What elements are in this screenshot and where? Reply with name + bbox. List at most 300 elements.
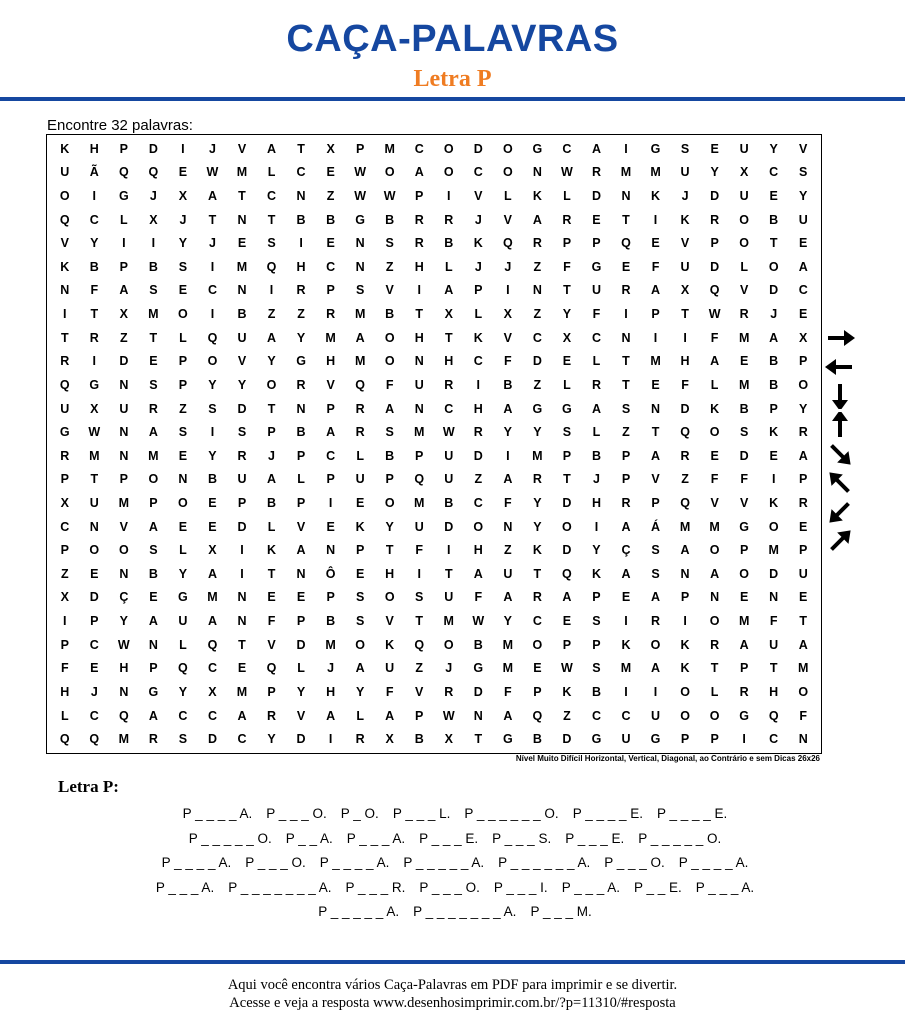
- grid-letter: U: [119, 401, 129, 416]
- grid-letter: B: [591, 448, 601, 463]
- grid-letter: O: [89, 543, 100, 558]
- grid-letter: O: [443, 141, 454, 156]
- grid-letter: P: [710, 732, 719, 747]
- grid-letter: I: [653, 330, 658, 345]
- grid-letter: S: [799, 165, 808, 180]
- grid-letter: O: [739, 566, 750, 581]
- grid-letter: A: [710, 566, 720, 581]
- grid-letter: M: [384, 141, 395, 156]
- grid-letter: N: [414, 401, 424, 416]
- grid-letter: Y: [237, 377, 247, 392]
- grid-letter: M: [650, 354, 661, 369]
- grid-letter: Q: [59, 732, 70, 747]
- grid-letter: A: [621, 566, 631, 581]
- grid-letter: C: [562, 141, 572, 156]
- grid-letter: E: [237, 661, 247, 676]
- grid-letter: H: [385, 566, 395, 581]
- grid-letter: R: [591, 377, 601, 392]
- grid-letter: D: [207, 732, 217, 747]
- grid-letter: S: [739, 425, 749, 440]
- grid-letter: P: [326, 472, 335, 487]
- grid-letter: X: [680, 283, 690, 298]
- grid-letter: E: [799, 236, 808, 251]
- grid-letter: T: [769, 661, 778, 676]
- grid-letter: O: [502, 165, 513, 180]
- grid-letter: S: [592, 661, 601, 676]
- grid-letter: I: [210, 259, 215, 274]
- grid-letter: Q: [414, 472, 425, 487]
- grid-letter: I: [151, 236, 156, 251]
- grid-letter: Y: [799, 401, 808, 416]
- grid-letter: P: [680, 732, 690, 747]
- grid-letter: G: [148, 684, 159, 699]
- grid-letter: R: [237, 448, 247, 463]
- grid-letter: Ô: [325, 566, 336, 581]
- grid-letter: K: [473, 236, 483, 251]
- grid-letter: V: [119, 519, 128, 534]
- grid-letter: X: [326, 141, 335, 156]
- grid-letter: S: [355, 614, 365, 629]
- grid-letter: O: [59, 189, 70, 204]
- grid-letter: C: [267, 189, 277, 204]
- grid-letter: R: [710, 637, 720, 652]
- grid-letter: Q: [680, 496, 690, 511]
- grid-letter: B: [473, 637, 483, 652]
- grid-letter: M: [738, 614, 750, 629]
- grid-letter: F: [90, 283, 99, 298]
- grid-letter: K: [473, 330, 483, 345]
- grid-letter: P: [355, 141, 365, 156]
- instruction-text: Encontre 32 palavras:: [47, 117, 193, 134]
- grid-letter: M: [148, 307, 159, 322]
- grid-letter: B: [532, 732, 542, 747]
- grid-letter: D: [710, 259, 720, 274]
- grid-letter: Q: [207, 330, 218, 345]
- grid-letter: A: [444, 283, 454, 298]
- grid-letter: T: [710, 661, 719, 676]
- grid-letter: F: [474, 590, 483, 605]
- grid-letter: X: [385, 732, 394, 747]
- grid-letter: H: [326, 354, 336, 369]
- grid-letter: R: [591, 165, 601, 180]
- grid-letter: L: [563, 377, 571, 392]
- grid-letter: M: [443, 614, 454, 629]
- grid-letter: A: [503, 590, 513, 605]
- grid-letter: T: [267, 401, 276, 416]
- grid-letter: P: [415, 448, 424, 463]
- clue-line: [40, 806, 870, 831]
- grid-letter: J: [474, 259, 482, 274]
- grid-letter: J: [770, 307, 778, 322]
- grid-letter: R: [326, 307, 336, 322]
- footer-line-1: Aqui você encontra vários Caça-Palavras em PDF para imprimir e se divertir.: [227, 977, 678, 993]
- grid-letter: F: [681, 377, 689, 392]
- grid-letter: E: [326, 165, 335, 180]
- grid-letter: C: [296, 165, 306, 180]
- grid-letter: R: [798, 425, 808, 440]
- clue-item: P _ _ _ A.: [346, 830, 406, 846]
- grid-letter: K: [532, 189, 542, 204]
- grid-letter: Q: [118, 708, 129, 723]
- grid-letter: N: [326, 543, 336, 558]
- grid-letter: M: [532, 448, 543, 463]
- grid-letter: N: [119, 377, 129, 392]
- grid-letter: N: [355, 236, 365, 251]
- grid-letter: X: [119, 307, 128, 322]
- grid-letter: G: [739, 708, 750, 723]
- grid-letter: G: [89, 377, 100, 392]
- grid-letter: P: [415, 708, 424, 723]
- grid-letter: R: [562, 212, 572, 227]
- grid-letter: U: [414, 377, 424, 392]
- grid-letter: V: [474, 189, 483, 204]
- grid-letter: C: [207, 283, 217, 298]
- grid-letter: A: [680, 543, 690, 558]
- grid-letter: T: [769, 236, 778, 251]
- grid-letter: T: [90, 472, 99, 487]
- grid-letter: Q: [59, 377, 70, 392]
- grid-letter: B: [503, 377, 513, 392]
- grid-letter: E: [355, 566, 365, 581]
- grid-letter: P: [296, 448, 306, 463]
- grid-letter: W: [561, 165, 573, 180]
- clue-item: P _ _ _ M.: [530, 904, 592, 919]
- grid-letter: R: [710, 212, 720, 227]
- grid-letter: E: [326, 236, 335, 251]
- grid-letter: B: [739, 401, 749, 416]
- grid-letter: Q: [502, 236, 513, 251]
- grid-letter: S: [385, 425, 394, 440]
- grid-letter: F: [563, 259, 571, 274]
- footer-line-2: Acesse e veja a resposta www.desenhosimprimir.com.br/?p=11310/#resposta: [229, 995, 676, 1011]
- grid-letter: X: [90, 401, 99, 416]
- grid-letter: L: [179, 330, 187, 345]
- grid-letter: I: [240, 566, 244, 581]
- grid-letter: Q: [621, 236, 631, 251]
- grid-letter: I: [181, 141, 185, 156]
- grid-letter: T: [563, 472, 571, 487]
- grid-letter: J: [268, 448, 275, 463]
- grid-letter: T: [208, 212, 217, 227]
- grid-letter: S: [385, 236, 394, 251]
- grid-letter: U: [798, 212, 808, 227]
- grid-letter: P: [562, 448, 572, 463]
- grid-letter: B: [296, 425, 306, 440]
- grid-letter: N: [532, 283, 542, 298]
- difficulty-note: Nível Muito Difícil Horizontal, Vertical, Diagonal, ao Contrário e sem Dicas 26x26: [515, 754, 820, 763]
- grid-letter: I: [683, 614, 687, 629]
- grid-letter: R: [532, 236, 542, 251]
- grid-letter: X: [60, 496, 69, 511]
- grid-letter: L: [710, 377, 719, 392]
- grid-letter: Y: [267, 732, 276, 747]
- grid-letter: I: [624, 614, 628, 629]
- grid-letter: O: [473, 519, 484, 534]
- grid-letter: I: [447, 189, 451, 204]
- grid-letter: Ç: [119, 590, 129, 605]
- grid-letter: Á: [651, 519, 661, 534]
- grid-letter: M: [502, 637, 514, 652]
- grid-letter: Y: [178, 684, 188, 699]
- grid-letter: X: [149, 212, 158, 227]
- grid-letter: N: [119, 425, 129, 440]
- grid-letter: B: [769, 377, 779, 392]
- grid-letter: I: [417, 283, 421, 298]
- clue-item: P _ _ E.: [634, 879, 682, 895]
- grid-letter: O: [118, 543, 129, 558]
- grid-letter: A: [148, 425, 158, 440]
- grid-letter: C: [414, 141, 424, 156]
- grid-letter: X: [562, 330, 572, 345]
- grid-letter: Y: [267, 354, 276, 369]
- grid-letter: Y: [296, 684, 306, 699]
- grid-letter: C: [207, 708, 217, 723]
- grid-letter: T: [415, 614, 424, 629]
- grid-letter: C: [89, 708, 99, 723]
- grid-letter: T: [267, 566, 276, 581]
- grid-letter: L: [297, 661, 305, 676]
- grid-letter: P: [474, 283, 483, 298]
- grid-letter: E: [90, 566, 99, 581]
- grid-letter: B: [148, 566, 158, 581]
- grid-letter: J: [179, 212, 187, 227]
- grid-letter: G: [650, 141, 661, 156]
- grid-letter: A: [326, 708, 336, 723]
- grid-letter: O: [650, 637, 661, 652]
- grid-letter: I: [328, 496, 333, 511]
- grid-letter: M: [738, 330, 750, 345]
- grid-letter: S: [355, 283, 365, 298]
- grid-letter: W: [117, 637, 130, 652]
- grid-letter: A: [651, 661, 661, 676]
- grid-letter: N: [237, 614, 247, 629]
- grid-letter: N: [178, 472, 188, 487]
- grid-letter: K: [710, 401, 720, 416]
- grid-letter: T: [622, 354, 630, 369]
- grid-letter: D: [769, 566, 779, 581]
- grid-letter: P: [592, 590, 601, 605]
- grid-letter: M: [502, 661, 514, 676]
- grid-letter: T: [149, 330, 158, 345]
- grid-letter: A: [710, 354, 720, 369]
- grid-letter: L: [592, 354, 601, 369]
- grid-letter: E: [533, 661, 542, 676]
- grid-letter: A: [148, 519, 158, 534]
- grid-letter: M: [709, 519, 720, 534]
- grid-letter: Ã: [89, 165, 99, 180]
- grid-letter: T: [90, 307, 99, 322]
- grid-letter: P: [415, 189, 424, 204]
- grid-letter: I: [122, 236, 126, 251]
- grid-letter: N: [119, 684, 129, 699]
- grid-letter: J: [149, 189, 157, 204]
- grid-letter: O: [355, 637, 366, 652]
- clue-item: P _ _ _ O.: [604, 855, 665, 870]
- grid-letter: T: [444, 566, 453, 581]
- grid-letter: X: [799, 330, 808, 345]
- clue-line: [40, 904, 870, 929]
- grid-letter: R: [532, 590, 542, 605]
- grid-letter: M: [118, 732, 130, 747]
- grid-letter: G: [739, 519, 750, 534]
- grid-letter: P: [178, 354, 188, 369]
- grid-letter: F: [651, 259, 660, 274]
- grid-letter: E: [739, 354, 749, 369]
- grid-letter: P: [739, 543, 749, 558]
- grid-letter: F: [60, 661, 69, 676]
- grid-letter: A: [326, 425, 336, 440]
- grid-letter: L: [120, 212, 128, 227]
- grid-letter: M: [620, 661, 632, 676]
- grid-letter: A: [798, 637, 808, 652]
- grid-letter: A: [503, 401, 513, 416]
- grid-letter: C: [326, 448, 336, 463]
- grid-letter: B: [326, 614, 336, 629]
- grid-letter: T: [681, 307, 689, 322]
- grid-letter: N: [119, 566, 129, 581]
- grid-letter: E: [149, 354, 158, 369]
- grid-letter: I: [240, 543, 244, 558]
- grid-letter: O: [709, 425, 720, 440]
- grid-letter: F: [504, 496, 512, 511]
- grid-letter: E: [710, 448, 719, 463]
- grid-letter: R: [798, 496, 808, 511]
- grid-letter: G: [296, 354, 306, 369]
- grid-letter: P: [237, 496, 247, 511]
- grid-letter: P: [769, 401, 778, 416]
- grid-letter: E: [799, 519, 808, 534]
- grid-letter: I: [771, 472, 776, 487]
- grid-letter: Y: [385, 519, 394, 534]
- grid-letter: A: [651, 590, 661, 605]
- grid-letter: Q: [207, 637, 218, 652]
- grid-letter: B: [148, 259, 158, 274]
- grid-letter: O: [207, 354, 218, 369]
- grid-letter: B: [591, 684, 601, 699]
- grid-letter: P: [267, 425, 276, 440]
- clue-item: P _ _ _ S.: [492, 830, 552, 846]
- grid-letter: E: [355, 496, 365, 511]
- grid-letter: Q: [768, 708, 779, 723]
- grid-letter: L: [179, 543, 187, 558]
- grid-letter: J: [474, 212, 482, 227]
- grid-letter: P: [651, 307, 660, 322]
- grid-letter: M: [236, 684, 248, 699]
- grid-letter: F: [415, 543, 424, 558]
- grid-letter: P: [739, 661, 749, 676]
- grid-letter: Q: [532, 708, 543, 723]
- grid-letter: Q: [89, 732, 100, 747]
- grid-letter: X: [444, 307, 453, 322]
- grid-letter: B: [237, 307, 247, 322]
- grid-letter: Z: [681, 472, 689, 487]
- grid-letter: C: [769, 732, 779, 747]
- grid-letter: I: [624, 141, 628, 156]
- grid-letter: L: [179, 637, 187, 652]
- grid-letter: H: [89, 141, 99, 156]
- grid-letter: U: [385, 661, 395, 676]
- grid-letter: G: [650, 732, 661, 747]
- grid-letter: G: [502, 732, 513, 747]
- grid-letter: U: [621, 732, 631, 747]
- grid-letter: S: [178, 259, 188, 274]
- grid-letter: N: [503, 519, 513, 534]
- grid-letter: P: [799, 354, 808, 369]
- grid-letter: U: [739, 189, 749, 204]
- grid-letter: Z: [60, 566, 69, 581]
- grid-letter: G: [178, 590, 188, 605]
- grid-letter: V: [60, 236, 69, 251]
- grid-letter: I: [476, 377, 481, 392]
- grid-letter: V: [385, 283, 394, 298]
- grid-letter: A: [207, 189, 217, 204]
- grid-letter: I: [328, 732, 333, 747]
- grid-letter: K: [562, 684, 572, 699]
- clue-item: P _ _ _ _ A.: [319, 855, 390, 870]
- grid-letter: O: [709, 543, 720, 558]
- grid-letter: O: [709, 614, 720, 629]
- grid-letter: E: [562, 354, 572, 369]
- grid-letter: N: [769, 590, 779, 605]
- grid-letter: T: [622, 377, 630, 392]
- grid-letter: P: [385, 472, 394, 487]
- grid-letter: O: [768, 259, 779, 274]
- grid-letter: S: [651, 543, 660, 558]
- grid-letter: I: [653, 212, 658, 227]
- grid-letter: Z: [385, 259, 394, 274]
- grid-letter: T: [474, 732, 483, 747]
- grid-letter: P: [149, 661, 158, 676]
- grid-letter: I: [417, 566, 421, 581]
- grid-letter: R: [296, 377, 306, 392]
- grid-letter: D: [739, 448, 749, 463]
- grid-letter: Y: [503, 614, 512, 629]
- grid-letter: K: [60, 259, 70, 274]
- grid-letter: C: [444, 401, 454, 416]
- grid-letter: O: [709, 708, 720, 723]
- grid-letter: I: [683, 330, 687, 345]
- grid-letter: Z: [504, 543, 512, 558]
- grid-letter: Q: [709, 283, 720, 298]
- grid-letter: D: [119, 354, 129, 369]
- grid-letter: I: [92, 189, 97, 204]
- grid-letter: M: [354, 307, 366, 322]
- grid-letter: E: [739, 590, 749, 605]
- grid-letter: J: [208, 236, 216, 251]
- grid-letter: Y: [355, 684, 365, 699]
- grid-letter: L: [740, 259, 748, 274]
- grid-letter: L: [592, 425, 601, 440]
- grid-letter: D: [296, 637, 306, 652]
- grid-letter: P: [60, 543, 69, 558]
- grid-letter: S: [621, 401, 631, 416]
- grid-letter: P: [296, 614, 306, 629]
- grid-letter: R: [148, 732, 158, 747]
- up-left-arrow-icon: [822, 470, 858, 496]
- grid-letter: N: [60, 283, 70, 298]
- grid-letter: S: [680, 141, 690, 156]
- grid-letter: K: [769, 496, 779, 511]
- grid-letter: W: [88, 425, 101, 440]
- grid-letter: E: [178, 165, 188, 180]
- clue-item: P _ _ _ O.: [419, 879, 480, 895]
- grid-letter: O: [532, 637, 543, 652]
- grid-letter: C: [473, 496, 483, 511]
- clue-item: P _ _ _ L.: [392, 806, 451, 821]
- top-divider: [0, 97, 905, 101]
- grid-letter: Q: [414, 637, 425, 652]
- grid-letter: P: [119, 259, 128, 274]
